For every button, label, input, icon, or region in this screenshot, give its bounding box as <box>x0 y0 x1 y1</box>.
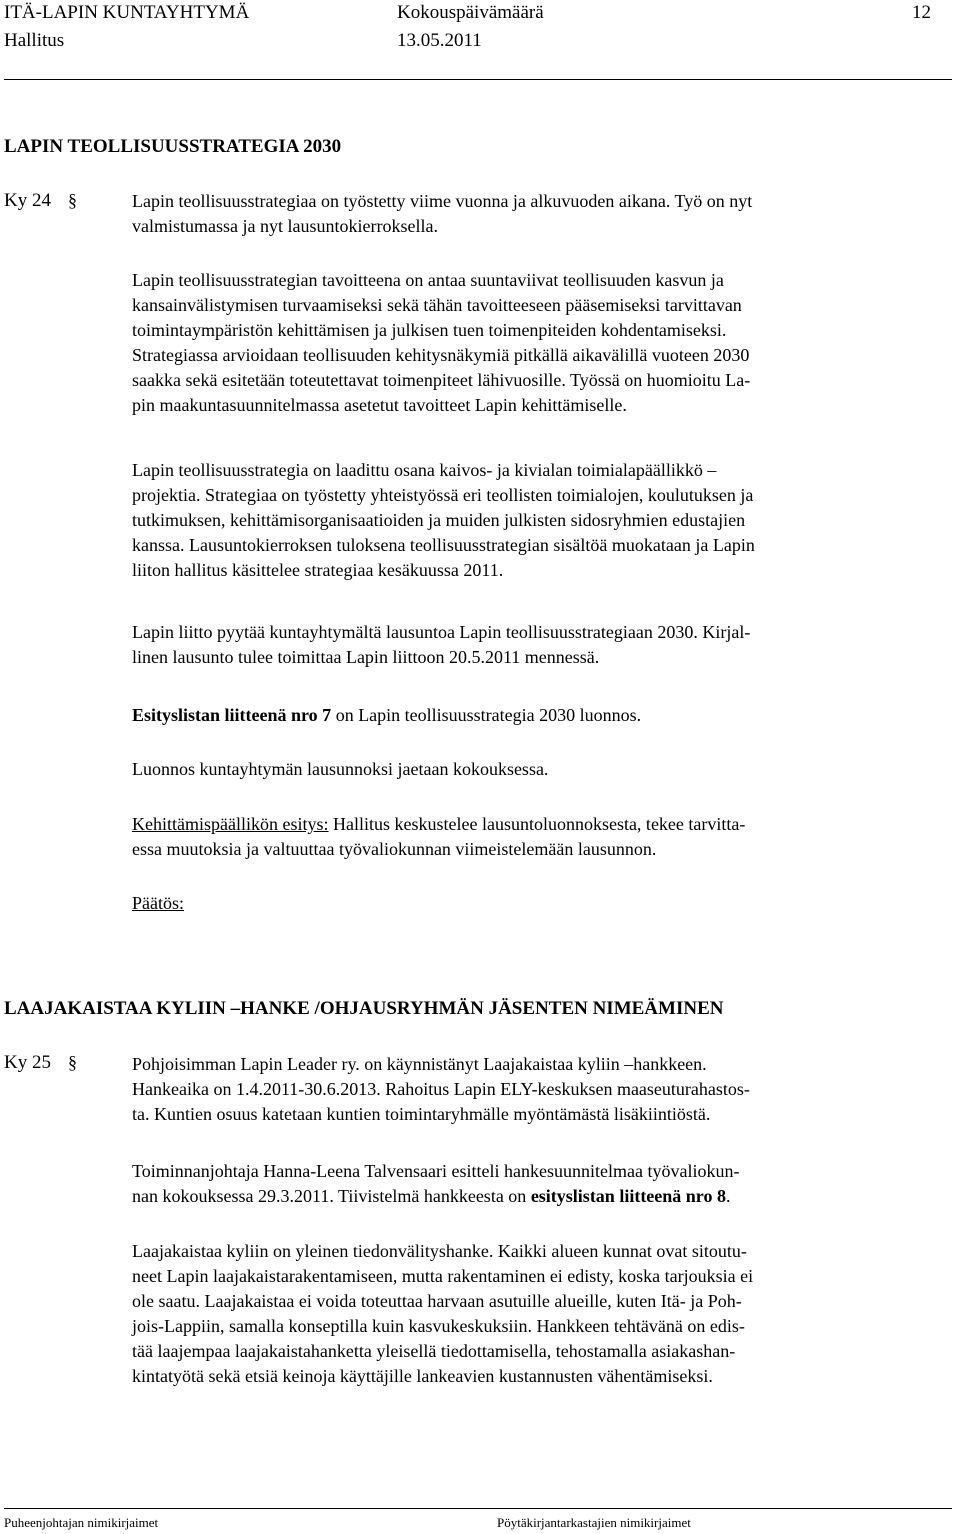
paragraph-text: . <box>725 1186 731 1206</box>
proposal <box>132 812 958 862</box>
paragraph-line: toimintaympäristön kehittämisen ja julkisen tuen toimenpiteiden kohdentamiseksi. <box>132 320 727 340</box>
proposal-label: Kehittämispäällikön esitys: <box>132 814 329 834</box>
paragraph-line: projektia. Strategiaa on työstetty yhteistyössä eri teollisten toimialojen, koulutuksen ja <box>132 485 754 505</box>
header-page-number: 12 <box>912 2 931 23</box>
paragraph-line: linen lausunto tulee toimittaa Lapin liittoon 20.5.2011 mennessä. <box>132 647 600 667</box>
section-title: LAPIN TEOLLISUUSSTRATEGIA 2030 <box>4 136 342 157</box>
section-number: Ky 25 <box>4 1052 51 1073</box>
decision <box>132 891 958 916</box>
paragraph <box>132 1239 958 1389</box>
paragraph <box>132 458 958 583</box>
paragraph <box>132 1159 958 1209</box>
paragraph-line: tutkimuksen, kehittämisorganisaatioiden ja muiden julkisten sidosryhmien edustajien <box>132 510 746 530</box>
paragraph-line: ta. Kuntien osuus katetaan kuntien toimintaryhmälle myöntämästä lisäkiintiöstä. <box>132 1104 711 1124</box>
paragraph-line: Luonnos kuntayhtymän lausunnoksi jaetaan kokouksessa. <box>132 759 549 779</box>
header-date-label: Kokouspäivämäärä <box>397 2 544 23</box>
section-sign: § <box>68 190 77 210</box>
paragraph <box>132 268 958 418</box>
header-date: 13.05.2011 <box>397 30 482 51</box>
paragraph-line: Lapin teollisuusstrategiaa on työstetty viime vuonna ja alkuvuoden aikana. Työ on nyt <box>132 191 753 211</box>
paragraph-line: Lapin liitto pyytää kuntayhtymältä lausuntoa Lapin teollisuusstrategiaan 2030. Kirjal- <box>132 622 751 642</box>
section-sign: § <box>68 1052 77 1072</box>
paragraph-line: kintatyötä sekä etsiä keinoja käyttäjille lankeavien kustannusten vähentämiseksi. <box>132 1366 713 1386</box>
paragraph-line: Laajakaistaa kyliin on yleinen tiedonvälityshanke. Kaikki alueen kunnat ovat sitoutu- <box>132 1241 747 1261</box>
decision-label: Päätös: <box>132 893 184 913</box>
paragraph <box>132 1052 958 1127</box>
paragraph-line: kansainvälistymisen turvaamiseksi sekä tähän tavoitteeseen pääsemiseksi tarvittavan <box>132 295 742 315</box>
paragraph-line: Strategiassa arvioidaan teollisuuden kehitysnäkymiä pitkällä aikavälillä vuoteen 2030 <box>132 345 750 365</box>
attachment-reference: esityslistan liitteenä nro 8 <box>530 1186 726 1206</box>
attachment-description: on Lapin teollisuusstrategia 2030 luonnos. <box>331 705 642 725</box>
footer-rule <box>4 1508 952 1509</box>
chair-signature-label: Puheenjohtajan nimikirjaimet <box>4 1515 159 1530</box>
paragraph <box>132 757 958 782</box>
paragraph-line: neet Lapin laajakaistarakentamiseen, mutta rakentaminen ei edisty, koska tarjouksia ei <box>132 1266 754 1286</box>
paragraph <box>132 620 958 670</box>
section-number: Ky 24 <box>4 190 51 211</box>
section-intro <box>132 189 958 239</box>
checkers-signature-label: Pöytäkirjantarkastajien nimikirjaimet <box>497 1515 691 1530</box>
paragraph-line: jois-Lappiin, samalla konseptilla kuin kasvukeskuksiin. Hankkeen tehtävänä on edis- <box>132 1316 745 1336</box>
header-rule <box>4 79 952 80</box>
paragraph-line: saakka sekä esitetään toteutettavat toimenpiteet lähivuosille. Työssä on huomioitu La- <box>132 370 751 390</box>
attachment-note <box>132 703 958 728</box>
paragraph-line: kanssa. Lausuntokierroksen tuloksena teollisuusstrategian sisältöä muokataan ja Lapin <box>132 535 755 555</box>
paragraph-line: Toiminnanjohtaja Hanna-Leena Talvensaari esitteli hankesuunnitelmaa työvaliokun- <box>132 1161 740 1181</box>
proposal-text: Hallitus keskustelee lausuntoluonnoksesta, tekee tarvitta- <box>328 814 746 834</box>
paragraph-line: ole saatu. Laajakaistaa ei voida toteuttaa harvaan asutuille alueille, kuten Itä- ja Poh- <box>132 1291 742 1311</box>
paragraph-line: valmistumassa ja nyt lausuntokierroksella. <box>132 216 438 236</box>
header-body: Hallitus <box>4 30 65 51</box>
paragraph-text: nan kokouksessa 29.3.2011. Tiivistelmä hankkeesta on <box>132 1186 531 1206</box>
paragraph-line: tää laajempaa laajakaistahanketta yleisellä tiedottamisella, tehostamalla asiakashan- <box>132 1341 736 1361</box>
section-title: LAAJAKAISTAA KYLIIN –HANKE /OHJAUSRYHMÄN JÄSENTEN NIMEÄMINEN <box>4 998 724 1019</box>
paragraph-line: Pohjoisimman Lapin Leader ry. on käynnistänyt Laajakaistaa kyliin –hankkeen. <box>132 1054 707 1074</box>
paragraph-line: pin maakuntasuunnitelmassa asetetut tavoitteet Lapin kehittämiselle. <box>132 395 627 415</box>
header-organization: ITÄ-LAPIN KUNTAYHTYMÄ <box>4 2 250 23</box>
attachment-reference: Esityslistan liitteenä nro 7 <box>132 705 332 725</box>
paragraph-line: Hankeaika on 1.4.2011-30.6.2013. Rahoitus Lapin ELY-keskuksen maaseuturahastos- <box>132 1079 750 1099</box>
paragraph-line: Lapin teollisuusstrategia on laadittu osana kaivos- ja kivialan toimialapäällikkö – <box>132 460 717 480</box>
proposal-text: essa muutoksia ja valtuuttaa työvaliokunnan viimeistelemään lausunnon. <box>132 839 657 859</box>
paragraph-line: liiton hallitus käsittelee strategiaa kesäkuussa 2011. <box>132 560 504 580</box>
paragraph-line: Lapin teollisuusstrategian tavoitteena on antaa suuntaviivat teollisuuden kasvun ja <box>132 270 724 290</box>
